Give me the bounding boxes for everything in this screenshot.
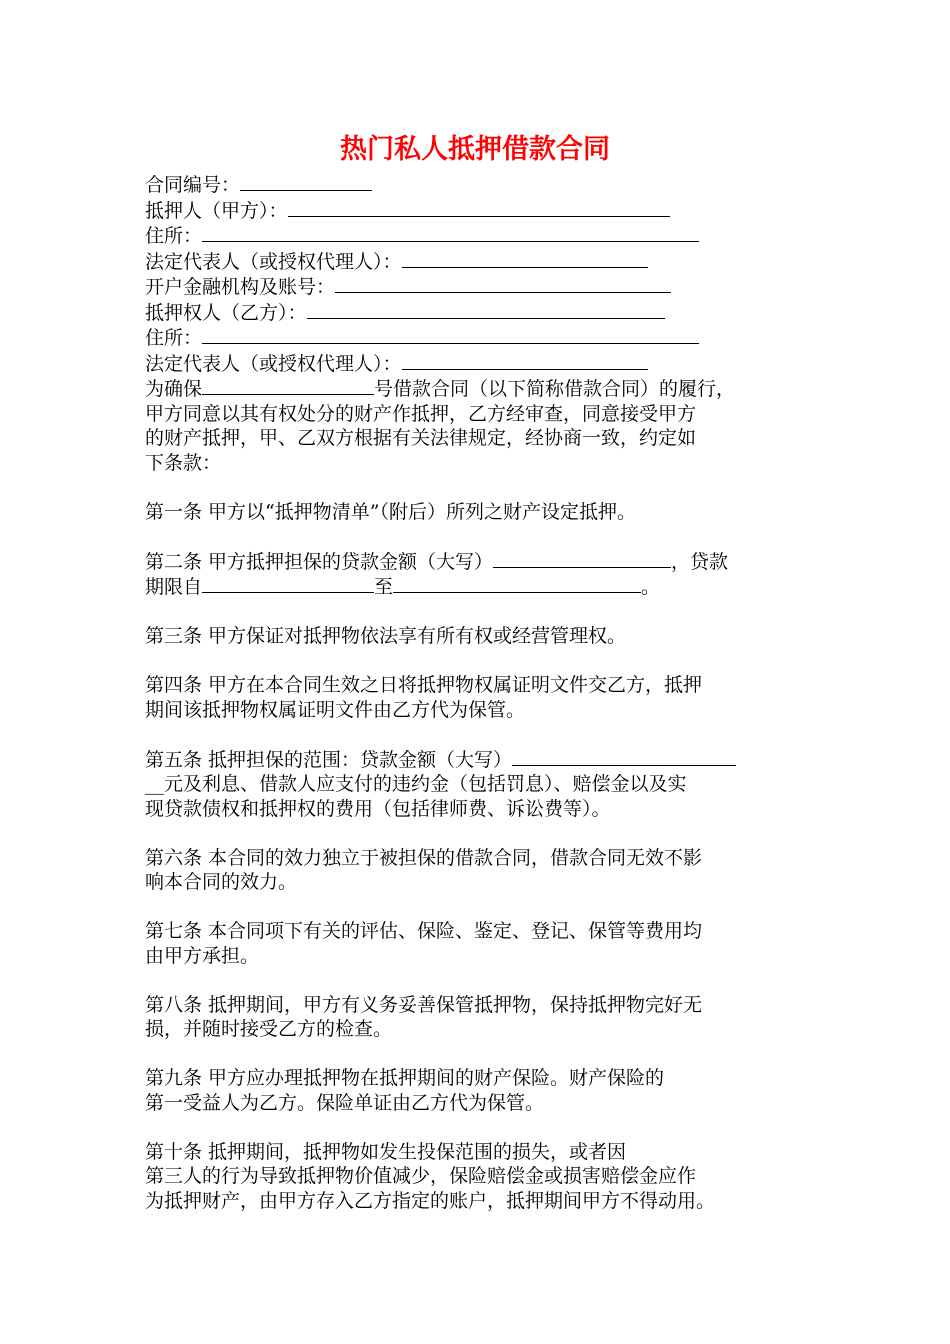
article-line: 现贷款债权和抵押权的费用（包括律师费、诉讼费等）。	[145, 797, 611, 820]
article-line: 第八条 抵押期间，甲方有义务妥善保管抵押物，保持抵押物完好无	[145, 993, 703, 1016]
article-line: 由甲方承担。	[145, 944, 260, 967]
article-line: 第三条 甲方保证对抵押物依法享有所有权或经营管理权。	[145, 625, 627, 647]
text: 第二条 甲方抵押担保的贷款金额（大写）	[145, 550, 494, 573]
article-10	[145, 1140, 815, 1214]
article-line: 第十条 抵押期间，抵押物如发生投保范围的损失，或者因	[145, 1140, 627, 1163]
intro-line: 甲方同意以其有权处分的财产作抵押，乙方经审查，同意接受甲方	[145, 402, 697, 425]
article-line: 损，并随时接受乙方的检查。	[145, 1018, 393, 1040]
field-label: 抵押权人（乙方）：	[145, 301, 307, 324]
blank-line	[288, 198, 670, 217]
text: 至	[374, 576, 394, 598]
article-5	[145, 747, 815, 822]
field-legal-rep-b	[145, 351, 815, 377]
field-label: 住所：	[145, 327, 203, 349]
text: 号借款合同（以下简称借款合同）的履行，	[374, 378, 736, 400]
article-line: 第三人的行为导致抵押物价值减少，保险赔偿金或损害赔偿金应作	[145, 1165, 697, 1187]
field-label: 法定代表人（或授权代理人）：	[145, 352, 402, 375]
blank-line	[402, 351, 648, 370]
blank-line	[202, 376, 374, 395]
field-address-a	[145, 223, 815, 249]
field-label: 开户金融机构及账号：	[145, 276, 336, 298]
field-mortgagor	[145, 198, 815, 224]
text: 元及利息、借款人应支付的违约金（包括罚息）、赔偿金以及实	[164, 773, 687, 795]
blank-line	[202, 325, 699, 344]
article-8	[145, 993, 815, 1042]
field-label: 合同编号：	[145, 174, 241, 196]
blank-line	[393, 574, 641, 593]
article-line: 响本合同的效力。	[145, 871, 298, 893]
article-line	[145, 747, 815, 773]
field-label: 抵押人（甲方）：	[145, 199, 288, 222]
text: 期限自	[145, 576, 203, 598]
contract-body	[145, 172, 815, 1238]
text: 为确保	[145, 378, 203, 400]
article-4	[145, 673, 815, 722]
article-line: 第七条 本合同项下有关的评估、保险、鉴定、登记、保管等费用均	[145, 920, 703, 942]
blank-line	[202, 574, 374, 593]
article-line: 期间该抵押物权属证明文件由乙方代为保管。	[145, 698, 526, 721]
text: __	[145, 773, 164, 795]
intro-paragraph	[145, 376, 815, 475]
article-line: 第一受益人为乙方。保险单证由乙方代为保管。	[145, 1091, 545, 1114]
blank-line	[240, 172, 372, 191]
article-6	[145, 846, 815, 895]
article-line: 第四条 甲方在本合同生效之日将抵押物权属证明文件交乙方，抵押	[145, 674, 703, 696]
article-line: 为抵押财产，由甲方存入乙方指定的账户，抵押期间甲方不得动用。	[145, 1189, 716, 1212]
article-line	[145, 549, 815, 575]
blank-line	[402, 249, 648, 268]
field-address-b	[145, 325, 815, 351]
blank-line	[307, 300, 665, 319]
field-contract-no	[145, 172, 815, 198]
article-line	[145, 574, 815, 600]
article-1	[145, 500, 815, 525]
blank-line	[335, 274, 671, 293]
article-7	[145, 919, 815, 968]
intro-line: 的财产抵押，甲、乙双方根据有关法律规定，经协商一致，约定如	[145, 427, 697, 449]
text: ，贷款	[671, 550, 729, 573]
article-line: 第九条 甲方应办理抵押物在抵押期间的财产保险。财产保险的	[145, 1067, 665, 1089]
text: 。	[641, 576, 661, 598]
article-line: 第一条 甲方以“抵押物清单”（附后）所列之财产设定抵押。	[145, 500, 636, 523]
article-line: 第六条 本合同的效力独立于被担保的借款合同，借款合同无效不影	[145, 846, 703, 869]
text: 第五条 抵押担保的范围：贷款金额（大写）	[145, 748, 513, 771]
blank-line	[202, 223, 699, 242]
article-3	[145, 624, 815, 649]
field-bank-account	[145, 274, 815, 300]
blank-line	[512, 747, 736, 766]
field-mortgagee	[145, 300, 815, 326]
field-label: 法定代表人（或授权代理人）：	[145, 250, 402, 273]
field-label: 住所：	[145, 225, 203, 247]
intro-line	[145, 376, 815, 402]
blank-line	[493, 549, 671, 568]
article-line	[145, 772, 815, 797]
document-title: 热门私人抵押借款合同	[340, 134, 610, 165]
intro-line: 下条款：	[145, 451, 222, 474]
article-2	[145, 549, 815, 600]
field-legal-rep-a	[145, 249, 815, 275]
article-9	[145, 1066, 815, 1115]
